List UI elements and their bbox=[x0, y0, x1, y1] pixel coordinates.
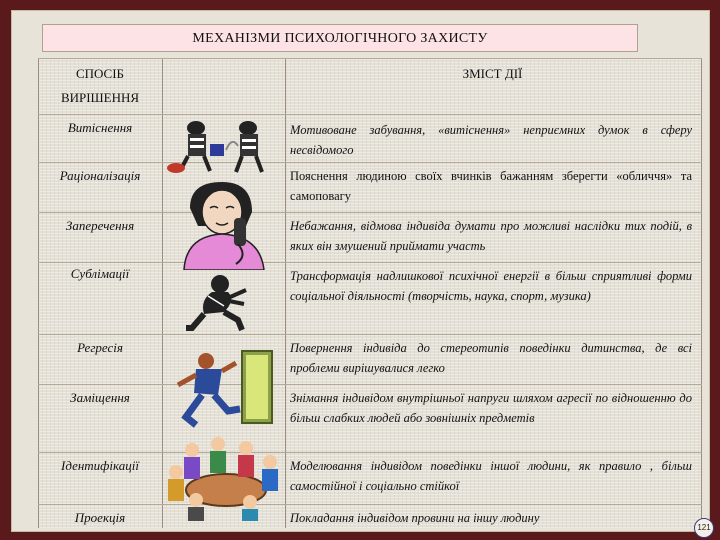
page-title: МЕХАНІЗМИ ПСИХОЛОГІЧНОГО ЗАХИСТУ bbox=[42, 24, 638, 52]
content-cell: Покладання індивідом провини на іншу людину bbox=[290, 511, 540, 525]
row-divider bbox=[38, 384, 702, 385]
row-divider bbox=[38, 114, 702, 115]
method-cell: Раціоналізація bbox=[59, 168, 141, 183]
content-cell: Пояснення людиною своїх вчинків бажанням зберегти «обличчя» та самоповагу bbox=[290, 169, 692, 203]
row-divider bbox=[38, 212, 702, 213]
row-divider bbox=[38, 504, 702, 505]
row-divider bbox=[38, 334, 702, 335]
running-man-door-icon bbox=[166, 345, 282, 431]
crouching-man-icon bbox=[184, 270, 264, 334]
content-cell: Повернення індивіда до стереотипів поведінки дитинства, де всі проблеми вирішувалися легко bbox=[290, 341, 692, 375]
row-divider bbox=[38, 262, 702, 263]
content-cell: Мотивоване забування, «витіснення» неприємних думок в сферу несвідомого bbox=[290, 123, 692, 157]
meeting-group-icon bbox=[162, 432, 286, 522]
content-cell: Моделювання індивідом поведінки іншої людини, як правило , більш самостійної і соціально стійкої bbox=[290, 459, 692, 493]
header-content: ЗМІСТ ДІЇ bbox=[462, 66, 523, 81]
method-cell: Проекція bbox=[74, 510, 126, 525]
method-cell: Заміщення bbox=[70, 390, 130, 405]
method-cell: Витіснення bbox=[67, 120, 133, 135]
method-cell: Ідентифікації bbox=[61, 458, 139, 473]
row-divider bbox=[38, 452, 702, 453]
phone-woman-icon bbox=[176, 178, 272, 270]
content-cell: Знімання індивідом внутрішньої напруги шляхом агресії по відношенню до більш слабких людей або зовнішніх предметів bbox=[290, 391, 692, 425]
content-cell: Небажання, відмова індивіда думати про можливі наслідки тих подій, в яких він змушений приймати участь bbox=[290, 219, 692, 253]
header-method: СПОСІБ ВИРІШЕННЯ bbox=[60, 66, 140, 105]
content-cell: Трансформація надлишкової психічної енергії в більш сприятливі форми соціальної діяльності (творчість, наука, спорт, музика) bbox=[290, 269, 692, 303]
thieves-icon bbox=[166, 116, 282, 178]
method-cell: Регресія bbox=[77, 340, 123, 355]
table-border-top bbox=[38, 58, 702, 59]
row-divider bbox=[38, 162, 702, 163]
page-number-badge: 121 bbox=[694, 518, 714, 538]
method-cell: Заперечення bbox=[65, 218, 135, 233]
table-border-right bbox=[701, 58, 702, 528]
method-cell: Сублімації bbox=[70, 266, 130, 281]
